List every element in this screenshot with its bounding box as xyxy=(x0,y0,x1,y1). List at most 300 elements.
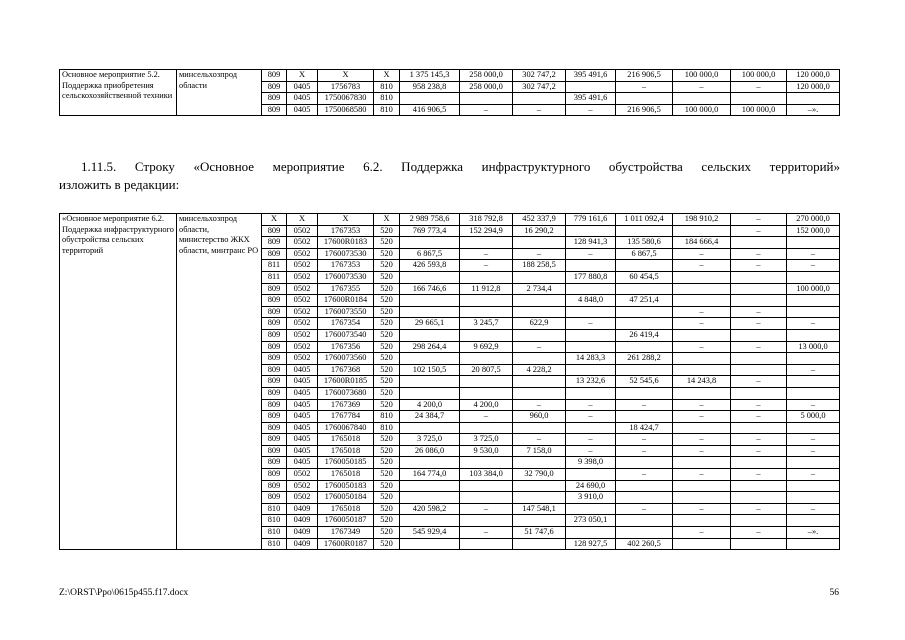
amount-cell xyxy=(400,492,460,504)
code-cell: 520 xyxy=(374,480,400,492)
code-cell: 809 xyxy=(262,434,287,446)
code-cell: 1765018 xyxy=(318,445,374,457)
amount-cell xyxy=(460,271,513,283)
amount-cell: 11 912,8 xyxy=(460,283,513,295)
amount-cell: 395 491,6 xyxy=(566,93,616,105)
code-cell: 520 xyxy=(374,399,400,411)
amount-cell xyxy=(513,457,566,469)
amount-cell xyxy=(513,329,566,341)
code-cell: 520 xyxy=(374,271,400,283)
amount-cell xyxy=(673,538,731,550)
code-cell: 0502 xyxy=(287,225,318,237)
amount-cell: 6 867,5 xyxy=(400,248,460,260)
amount-cell: – xyxy=(460,411,513,423)
amount-cell: 18 424,7 xyxy=(616,422,673,434)
amount-cell: – xyxy=(673,260,731,272)
amount-cell: 188 258,5 xyxy=(513,260,566,272)
amount-cell: 100 000,0 xyxy=(673,104,731,116)
amount-cell: 120 000,0 xyxy=(787,70,840,82)
amount-cell xyxy=(787,422,840,434)
document-file-path: Z:\ORST\Ppo\0615p455.f17.docx xyxy=(59,588,189,598)
amount-cell: – xyxy=(513,248,566,260)
amount-cell: 3 725,0 xyxy=(400,434,460,446)
code-cell: 809 xyxy=(262,104,287,116)
amount-cell: 779 161,6 xyxy=(566,214,616,226)
code-cell: 809 xyxy=(262,445,287,457)
amount-cell: – xyxy=(616,434,673,446)
amount-cell: 769 773,4 xyxy=(400,225,460,237)
amount-cell xyxy=(673,480,731,492)
amount-cell xyxy=(731,93,787,105)
amount-cell: – xyxy=(787,260,840,272)
amount-cell xyxy=(566,387,616,399)
amount-cell xyxy=(513,515,566,527)
code-cell: 0502 xyxy=(287,295,318,307)
code-cell: 0409 xyxy=(287,503,318,515)
amount-cell xyxy=(731,353,787,365)
amount-cell xyxy=(616,225,673,237)
amount-cell: 60 454,5 xyxy=(616,271,673,283)
amount-cell xyxy=(513,387,566,399)
code-cell: 1760050187 xyxy=(318,515,374,527)
code-cell: 809 xyxy=(262,492,287,504)
code-cell: 809 xyxy=(262,237,287,249)
amount-cell: –». xyxy=(787,104,840,116)
amount-cell: 2 989 758,6 xyxy=(400,214,460,226)
amount-cell xyxy=(616,457,673,469)
amount-cell: 622,9 xyxy=(513,318,566,330)
amount-cell: – xyxy=(673,341,731,353)
amount-cell xyxy=(566,225,616,237)
amount-cell xyxy=(460,515,513,527)
code-cell: 1767368 xyxy=(318,364,374,376)
amount-cell xyxy=(787,538,840,550)
amount-cell xyxy=(731,283,787,295)
code-cell: 0502 xyxy=(287,271,318,283)
amount-cell xyxy=(787,492,840,504)
code-cell: 0405 xyxy=(287,399,318,411)
code-cell: 520 xyxy=(374,353,400,365)
amount-cell xyxy=(616,283,673,295)
amount-cell: – xyxy=(731,306,787,318)
amount-cell xyxy=(616,411,673,423)
code-cell: 0502 xyxy=(287,237,318,249)
amount-cell: 452 337,9 xyxy=(513,214,566,226)
amount-cell: – xyxy=(616,469,673,481)
amount-cell xyxy=(460,353,513,365)
amount-cell xyxy=(400,457,460,469)
amount-cell: 152 000,0 xyxy=(787,225,840,237)
code-cell: 0405 xyxy=(287,104,318,116)
amount-cell: 166 746,6 xyxy=(400,283,460,295)
code-cell: 0409 xyxy=(287,515,318,527)
code-cell: 809 xyxy=(262,364,287,376)
code-cell: 811 xyxy=(262,260,287,272)
amount-cell xyxy=(731,457,787,469)
amount-cell: – xyxy=(787,469,840,481)
amount-cell: – xyxy=(731,527,787,539)
amount-cell: 14 243,8 xyxy=(673,376,731,388)
amount-cell: 302 747,2 xyxy=(513,81,566,93)
amount-cell: – xyxy=(616,445,673,457)
code-cell: 0502 xyxy=(287,469,318,481)
amount-cell xyxy=(460,422,513,434)
code-cell: 810 xyxy=(374,411,400,423)
amount-cell: 4 228,2 xyxy=(513,364,566,376)
amount-cell: – xyxy=(731,81,787,93)
amount-cell xyxy=(616,306,673,318)
amount-cell: 47 251,4 xyxy=(616,295,673,307)
amount-cell xyxy=(673,295,731,307)
amount-cell: 20 807,5 xyxy=(460,364,513,376)
amount-cell xyxy=(513,306,566,318)
amount-cell: – xyxy=(731,260,787,272)
code-cell: Х xyxy=(374,70,400,82)
amount-cell xyxy=(787,329,840,341)
amount-cell: – xyxy=(787,364,840,376)
amount-cell xyxy=(400,353,460,365)
amount-cell: 9 692,9 xyxy=(460,341,513,353)
code-cell: 810 xyxy=(374,104,400,116)
code-cell: 520 xyxy=(374,248,400,260)
amount-cell: 258 000,0 xyxy=(460,70,513,82)
amount-cell xyxy=(673,492,731,504)
amount-cell: 100 000,0 xyxy=(787,283,840,295)
amount-cell xyxy=(460,376,513,388)
amount-cell: 13 232,6 xyxy=(566,376,616,388)
amount-cell: 3 245,7 xyxy=(460,318,513,330)
amount-cell xyxy=(673,283,731,295)
code-cell: 520 xyxy=(374,225,400,237)
amount-cell xyxy=(731,480,787,492)
code-cell: 809 xyxy=(262,457,287,469)
amount-cell: 7 158,0 xyxy=(513,445,566,457)
code-cell: 1760073530 xyxy=(318,271,374,283)
amount-cell: 318 792,8 xyxy=(460,214,513,226)
amount-cell xyxy=(673,387,731,399)
amount-cell: – xyxy=(731,248,787,260)
amount-cell xyxy=(400,515,460,527)
amount-cell xyxy=(566,260,616,272)
code-cell: 0405 xyxy=(287,81,318,93)
amount-cell xyxy=(566,422,616,434)
amount-cell: 545 929,4 xyxy=(400,527,460,539)
amount-cell xyxy=(673,329,731,341)
amount-cell: 128 941,3 xyxy=(566,237,616,249)
amount-cell xyxy=(400,422,460,434)
code-cell: 809 xyxy=(262,469,287,481)
amount-cell: 14 283,3 xyxy=(566,353,616,365)
amount-cell: 128 927,5 xyxy=(566,538,616,550)
amount-cell: 4 200,0 xyxy=(460,399,513,411)
amount-cell xyxy=(673,271,731,283)
amount-cell: 1 375 145,3 xyxy=(400,70,460,82)
program-table-6-2 xyxy=(59,213,840,550)
code-cell: 809 xyxy=(262,295,287,307)
amount-cell: – xyxy=(787,248,840,260)
amount-cell xyxy=(673,457,731,469)
code-cell: 1765018 xyxy=(318,469,374,481)
code-cell: 520 xyxy=(374,527,400,539)
amount-cell xyxy=(400,538,460,550)
amount-cell xyxy=(616,260,673,272)
code-cell: 810 xyxy=(262,515,287,527)
code-cell: 520 xyxy=(374,376,400,388)
code-cell: 809 xyxy=(262,283,287,295)
amount-cell: 270 000,0 xyxy=(787,214,840,226)
amount-cell xyxy=(787,271,840,283)
amount-cell xyxy=(513,237,566,249)
code-cell: 520 xyxy=(374,295,400,307)
code-cell: 1760073550 xyxy=(318,306,374,318)
code-cell: 520 xyxy=(374,503,400,515)
amount-cell xyxy=(513,422,566,434)
code-cell: 17600R0184 xyxy=(318,295,374,307)
code-cell: 0405 xyxy=(287,434,318,446)
code-cell: 810 xyxy=(374,422,400,434)
amount-cell: 426 593,8 xyxy=(400,260,460,272)
code-cell: 1760050185 xyxy=(318,457,374,469)
amount-cell: 135 580,6 xyxy=(616,237,673,249)
code-cell: Х xyxy=(318,214,374,226)
amount-cell: – xyxy=(673,411,731,423)
code-cell: Х xyxy=(318,70,374,82)
amount-cell xyxy=(787,480,840,492)
amount-cell: – xyxy=(731,214,787,226)
amount-cell xyxy=(731,237,787,249)
code-cell: 1767356 xyxy=(318,341,374,353)
amount-cell xyxy=(400,329,460,341)
amount-cell: 100 000,0 xyxy=(731,70,787,82)
instruction-paragraph-end: изложить в редакции: xyxy=(59,177,180,192)
code-cell: 0502 xyxy=(287,329,318,341)
amount-cell: 26 086,0 xyxy=(400,445,460,457)
code-cell: 1760067840 xyxy=(318,422,374,434)
amount-cell: – xyxy=(787,318,840,330)
amount-cell xyxy=(616,480,673,492)
code-cell: 520 xyxy=(374,237,400,249)
amount-cell xyxy=(460,492,513,504)
amount-cell: – xyxy=(731,318,787,330)
code-cell: 17600R0183 xyxy=(318,237,374,249)
amount-cell xyxy=(616,515,673,527)
amount-cell: – xyxy=(460,503,513,515)
amount-cell xyxy=(566,306,616,318)
amount-cell: 102 150,5 xyxy=(400,364,460,376)
code-cell: 1767784 xyxy=(318,411,374,423)
code-cell: 810 xyxy=(374,81,400,93)
code-cell: 520 xyxy=(374,306,400,318)
event-name-cell: «Основное мероприятие 6.2. Поддержка инфраструктурного обустройства сельских территорий xyxy=(60,214,177,550)
amount-cell xyxy=(513,271,566,283)
table-row xyxy=(60,214,840,226)
amount-cell: – xyxy=(513,341,566,353)
amount-cell: 103 384,0 xyxy=(460,469,513,481)
code-cell: 1767354 xyxy=(318,318,374,330)
program-table-5-2 xyxy=(59,69,840,116)
amount-cell: 9 398,0 xyxy=(566,457,616,469)
amount-cell xyxy=(616,492,673,504)
code-cell: 0405 xyxy=(287,411,318,423)
amount-cell xyxy=(731,538,787,550)
code-cell: 809 xyxy=(262,329,287,341)
amount-cell xyxy=(400,480,460,492)
amount-cell xyxy=(566,364,616,376)
amount-cell xyxy=(400,306,460,318)
code-cell: 520 xyxy=(374,329,400,341)
amount-cell: –». xyxy=(787,527,840,539)
code-cell: 520 xyxy=(374,387,400,399)
code-cell: 0405 xyxy=(287,457,318,469)
amount-cell: – xyxy=(673,81,731,93)
amount-cell: – xyxy=(673,306,731,318)
amount-cell xyxy=(616,93,673,105)
amount-cell: 32 790,0 xyxy=(513,469,566,481)
amount-cell: – xyxy=(616,503,673,515)
amount-cell: 52 545,6 xyxy=(616,376,673,388)
amount-cell: 3 725,0 xyxy=(460,434,513,446)
code-cell: 1765018 xyxy=(318,434,374,446)
amount-cell xyxy=(513,492,566,504)
amount-cell xyxy=(460,237,513,249)
code-cell: 811 xyxy=(262,271,287,283)
amount-cell xyxy=(616,527,673,539)
amount-cell: – xyxy=(673,445,731,457)
amount-cell: – xyxy=(731,376,787,388)
amount-cell: – xyxy=(513,434,566,446)
amount-cell: – xyxy=(787,503,840,515)
amount-cell: – xyxy=(616,399,673,411)
amount-cell xyxy=(731,515,787,527)
amount-cell: 120 000,0 xyxy=(787,81,840,93)
code-cell: 0502 xyxy=(287,480,318,492)
amount-cell xyxy=(787,376,840,388)
amount-cell xyxy=(513,93,566,105)
code-cell: 1760073530 xyxy=(318,248,374,260)
code-cell: 809 xyxy=(262,422,287,434)
code-cell: 1750068580 xyxy=(318,104,374,116)
code-cell: 1760050184 xyxy=(318,492,374,504)
amount-cell xyxy=(460,538,513,550)
code-cell: Х xyxy=(262,214,287,226)
amount-cell xyxy=(731,329,787,341)
amount-cell: 152 294,9 xyxy=(460,225,513,237)
amount-cell xyxy=(566,469,616,481)
amount-cell: 51 747,6 xyxy=(513,527,566,539)
code-cell: 809 xyxy=(262,81,287,93)
code-cell: 0405 xyxy=(287,364,318,376)
code-cell: 809 xyxy=(262,399,287,411)
amount-cell xyxy=(673,364,731,376)
amount-cell xyxy=(566,527,616,539)
code-cell: 0502 xyxy=(287,260,318,272)
amount-cell xyxy=(460,295,513,307)
amount-cell: 6 867,5 xyxy=(616,248,673,260)
code-cell: Х xyxy=(287,214,318,226)
amount-cell: 402 260,5 xyxy=(616,538,673,550)
code-cell: 1750067830 xyxy=(318,93,374,105)
code-cell: 0502 xyxy=(287,306,318,318)
amount-cell xyxy=(400,387,460,399)
code-cell: 0405 xyxy=(287,376,318,388)
amount-cell xyxy=(460,329,513,341)
code-cell: 809 xyxy=(262,306,287,318)
amount-cell xyxy=(787,237,840,249)
amount-cell: – xyxy=(673,434,731,446)
amount-cell xyxy=(460,480,513,492)
amount-cell: 198 910,2 xyxy=(673,214,731,226)
amount-cell: 298 264,4 xyxy=(400,341,460,353)
amount-cell xyxy=(616,364,673,376)
amount-cell xyxy=(566,503,616,515)
code-cell: 520 xyxy=(374,515,400,527)
amount-cell: 261 288,2 xyxy=(616,353,673,365)
amount-cell xyxy=(731,295,787,307)
code-cell: 809 xyxy=(262,480,287,492)
code-cell: 0502 xyxy=(287,248,318,260)
amount-cell: 26 419,4 xyxy=(616,329,673,341)
amount-cell xyxy=(513,295,566,307)
code-cell: 0502 xyxy=(287,318,318,330)
amount-cell: – xyxy=(566,399,616,411)
amount-cell: 24 384,7 xyxy=(400,411,460,423)
amount-cell: 9 530,0 xyxy=(460,445,513,457)
amount-cell xyxy=(400,93,460,105)
amount-cell: 958 238,8 xyxy=(400,81,460,93)
amount-cell: – xyxy=(616,81,673,93)
code-cell: 520 xyxy=(374,538,400,550)
amount-cell xyxy=(400,295,460,307)
code-cell: 809 xyxy=(262,411,287,423)
amount-cell xyxy=(673,353,731,365)
amount-cell: 258 000,0 xyxy=(460,81,513,93)
amount-cell: – xyxy=(513,399,566,411)
amount-cell xyxy=(731,422,787,434)
amount-cell: – xyxy=(731,225,787,237)
amount-cell: – xyxy=(731,503,787,515)
code-cell: 520 xyxy=(374,260,400,272)
code-cell: 810 xyxy=(262,527,287,539)
amount-cell: – xyxy=(731,434,787,446)
amount-cell xyxy=(673,515,731,527)
amount-cell: – xyxy=(731,445,787,457)
amount-cell xyxy=(787,306,840,318)
amount-cell xyxy=(731,364,787,376)
code-cell: 0502 xyxy=(287,283,318,295)
amount-cell: 216 906,5 xyxy=(616,70,673,82)
code-cell: 1767369 xyxy=(318,399,374,411)
amount-cell: – xyxy=(787,434,840,446)
amount-cell xyxy=(616,318,673,330)
amount-cell xyxy=(787,295,840,307)
code-cell: 520 xyxy=(374,364,400,376)
amount-cell: 273 050,1 xyxy=(566,515,616,527)
amount-cell: – xyxy=(673,399,731,411)
code-cell: 520 xyxy=(374,318,400,330)
executor-cell: минсельхозпрод области, министерство ЖКХ области, минтранс РО xyxy=(177,214,262,550)
amount-cell: 100 000,0 xyxy=(731,104,787,116)
amount-cell: 177 880,8 xyxy=(566,271,616,283)
amount-cell xyxy=(673,225,731,237)
amount-cell xyxy=(513,376,566,388)
code-cell: 520 xyxy=(374,492,400,504)
code-cell: 809 xyxy=(262,70,287,82)
code-cell: 1760073560 xyxy=(318,353,374,365)
code-cell: 0405 xyxy=(287,422,318,434)
amount-cell xyxy=(513,353,566,365)
code-cell: 1767349 xyxy=(318,527,374,539)
amount-cell xyxy=(787,515,840,527)
